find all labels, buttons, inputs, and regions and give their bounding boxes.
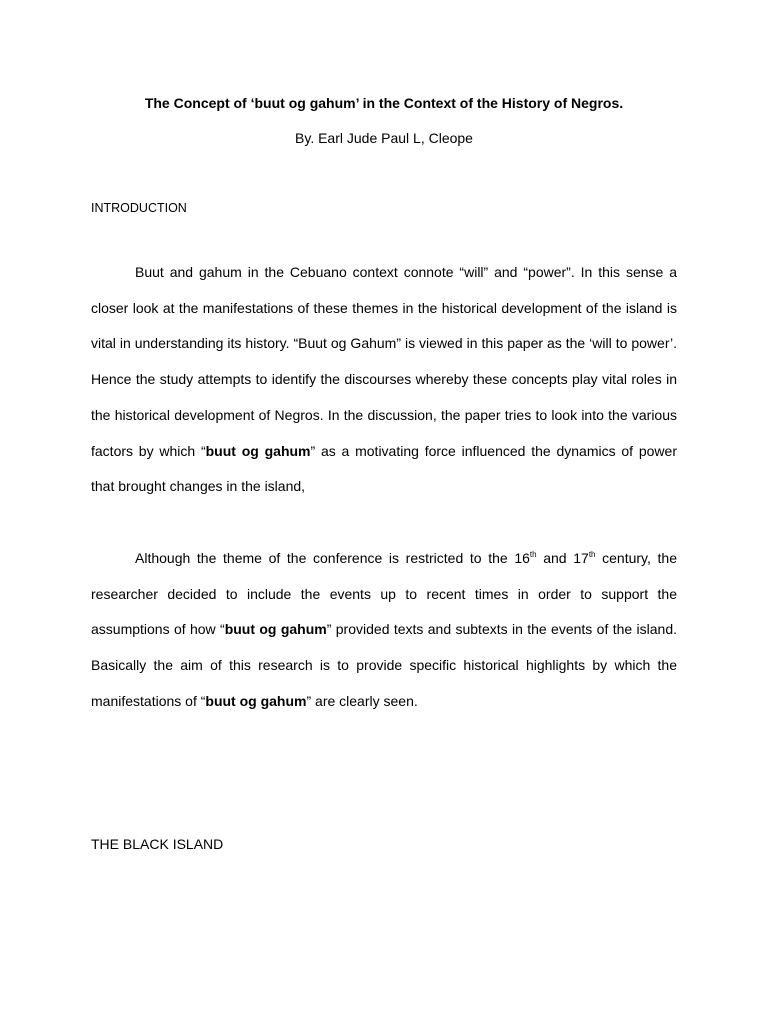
bold-term: buut og gahum	[205, 442, 311, 459]
bold-term: buut og gahum	[205, 692, 307, 709]
paragraph-text: Buut and gahum in the Cebuano context connote “will” and “power”. In this sense a closer look at the manifestations of these themes in the historical development of the island is vital in understanding its history. “Buut og Gahum” is viewed in this paper as the ‘will to power’. Hence the study attempts to identify the discourses whereby these concepts play vital roles in the historical development of Negros. In the discussion, the paper tries to look into the various factors by which “	[91, 264, 677, 459]
ordinal-superscript: th	[529, 550, 537, 559]
paragraph-text: century, the researcher decided to include the events up to recent times in order to support the assumptions of how “	[91, 550, 677, 638]
paragraph-text: ” are clearly seen.	[306, 692, 418, 709]
ordinal-superscript: th	[588, 550, 596, 559]
paragraph-text: and 17	[536, 550, 589, 566]
paragraph-text: ” provided texts and subtexts in the events of the island. Basically the aim of this research is to provide specific historical highlights by which the manifestations of “	[91, 621, 677, 709]
bold-term: buut og gahum	[224, 621, 327, 638]
introduction-paragraph-2	[91, 541, 677, 720]
paragraph-text: ” as a motivating force influenced the dynamics of power that brought changes in the island,	[91, 442, 677, 495]
paragraph-text: Although the theme of the conference is restricted to the 16	[135, 550, 530, 566]
introduction-paragraph-1	[91, 255, 677, 505]
section-heading-introduction: INTRODUCTION	[91, 201, 187, 215]
document-title: The Concept of ‘buut og gahum’ in the Context of the History of Negros.	[144, 95, 624, 111]
section-heading-black-island: THE BLACK ISLAND	[91, 836, 224, 852]
document-author: By. Earl Jude Paul L, Cleope	[295, 130, 473, 146]
